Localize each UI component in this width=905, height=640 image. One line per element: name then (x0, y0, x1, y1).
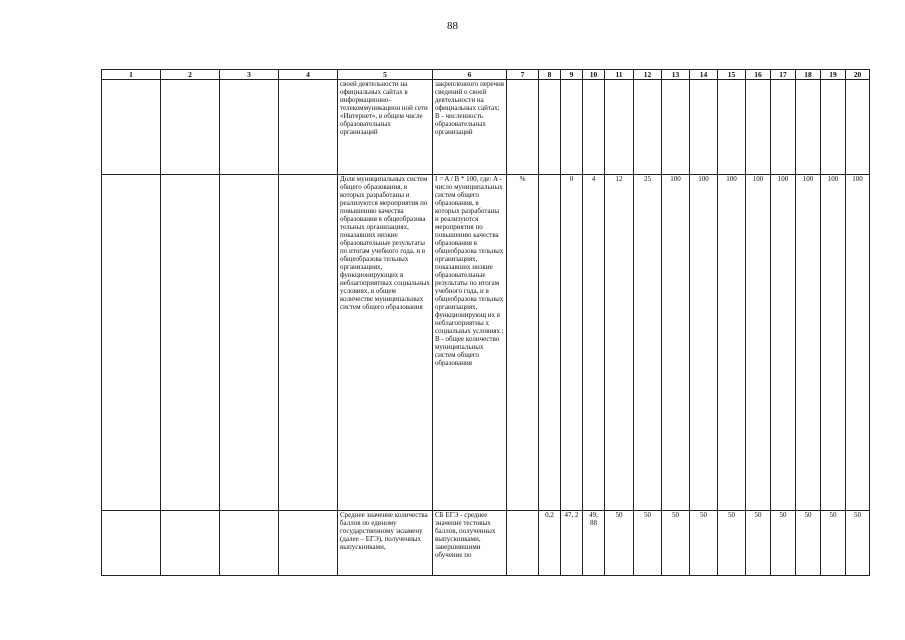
column-header: 10 (583, 70, 605, 80)
cell-empty (220, 175, 279, 511)
value-cell (746, 80, 771, 175)
cell-empty (102, 80, 161, 175)
value-cell (771, 80, 796, 175)
column-header: 20 (846, 70, 870, 80)
column-header: 18 (796, 70, 821, 80)
value-cell (539, 80, 561, 175)
value-cell (634, 80, 662, 175)
value-cell: 50 (796, 511, 821, 576)
value-cell: 50 (771, 511, 796, 576)
value-cell: 50 (821, 511, 846, 576)
value-cell: 100 (796, 175, 821, 511)
cell-empty (220, 511, 279, 576)
value-cell (583, 80, 605, 175)
value-cell: 12 (605, 175, 634, 511)
column-header: 1 (102, 70, 161, 80)
column-header: 5 (338, 70, 433, 80)
unit-cell (507, 80, 539, 175)
indicator-name-cell: Доля муниципальных систем общего образования, в которых разработаны и реализуются мероприятия по повышению качества образования в общеобразова тельных организациях, показавших низкие образовательные результаты по итогам учебного года, и в общеобразова тельных организациях, функционирующих в неблагоприятных социальных условиях, в общем количестве муниципальных систем общего образования (338, 175, 433, 511)
value-cell (605, 80, 634, 175)
value-cell (662, 80, 690, 175)
indicator-name-cell: Среднее значение количества баллов по единому государственному экзамену (далее – ЕГЭ), полученных выпускниками, (338, 511, 433, 576)
column-header: 13 (662, 70, 690, 80)
cell-empty (102, 511, 161, 576)
value-cell: 50 (718, 511, 746, 576)
value-cell: 100 (690, 175, 718, 511)
value-cell: 100 (846, 175, 870, 511)
column-header: 2 (161, 70, 220, 80)
table-row (102, 175, 870, 511)
cell-empty (102, 175, 161, 511)
column-header: 6 (433, 70, 507, 80)
column-header: 12 (634, 70, 662, 80)
value-cell (796, 80, 821, 175)
value-cell: 0,2 (539, 511, 561, 576)
value-cell: 50 (746, 511, 771, 576)
column-header: 15 (718, 70, 746, 80)
value-cell: 49, 88 (583, 511, 605, 576)
value-cell: 100 (662, 175, 690, 511)
column-number-row (102, 70, 870, 80)
column-header: 3 (220, 70, 279, 80)
value-cell: 100 (746, 175, 771, 511)
value-cell (539, 175, 561, 511)
value-cell: 50 (846, 511, 870, 576)
cell-empty (220, 80, 279, 175)
table-row (102, 511, 870, 576)
column-header: 14 (690, 70, 718, 80)
formula-cell: I = A / B * 100, где: A - число муниципальных систем общего образования, в которых разработаны и реализуются мероприятия по повышению качества образования в общеобразова тельных организациях, показавших низкие образовательные результаты по итогам учебного года, и в общеобразова тельных организациях, функционирующ их в неблагоприятны х социальных условиях ; B - общее количество муниципальных систем общего образования (433, 175, 507, 511)
column-header: 19 (821, 70, 846, 80)
value-cell (561, 80, 583, 175)
value-cell: 47, 2 (561, 511, 583, 576)
indicator-table (101, 69, 870, 576)
indicator-name-cell: своей деятельности на официальных сайтах в информационно-телекоммуникацион ной сети «Интернет», в общем числе образовательных организаций (338, 80, 433, 175)
value-cell: 100 (821, 175, 846, 511)
value-cell: 100 (718, 175, 746, 511)
unit-cell (507, 511, 539, 576)
column-header: 9 (561, 70, 583, 80)
column-header: 8 (539, 70, 561, 80)
cell-empty (279, 175, 338, 511)
value-cell (718, 80, 746, 175)
column-header: 11 (605, 70, 634, 80)
value-cell: 0 (561, 175, 583, 511)
value-cell: 50 (662, 511, 690, 576)
value-cell: 50 (690, 511, 718, 576)
formula-cell: закрепленного перечня сведений о своей деятельности на официальных сайтах; B - численность образовательных организаций (433, 80, 507, 175)
value-cell (821, 80, 846, 175)
value-cell: 25 (634, 175, 662, 511)
column-header: 4 (279, 70, 338, 80)
page-number: 88 (447, 20, 458, 32)
column-header: 16 (746, 70, 771, 80)
cell-empty (161, 80, 220, 175)
column-header: 17 (771, 70, 796, 80)
value-cell: 100 (771, 175, 796, 511)
cell-empty (279, 511, 338, 576)
value-cell (846, 80, 870, 175)
value-cell: 4 (583, 175, 605, 511)
formula-cell: СБ ЕГЭ - среднее значение тестовых баллов, полученных выпускниками, завершившими обучение по (433, 511, 507, 576)
value-cell: 50 (605, 511, 634, 576)
value-cell: 50 (634, 511, 662, 576)
cell-empty (161, 511, 220, 576)
unit-cell: % (507, 175, 539, 511)
cell-empty (161, 175, 220, 511)
table-row (102, 80, 870, 175)
cell-empty (279, 80, 338, 175)
value-cell (690, 80, 718, 175)
column-header: 7 (507, 70, 539, 80)
